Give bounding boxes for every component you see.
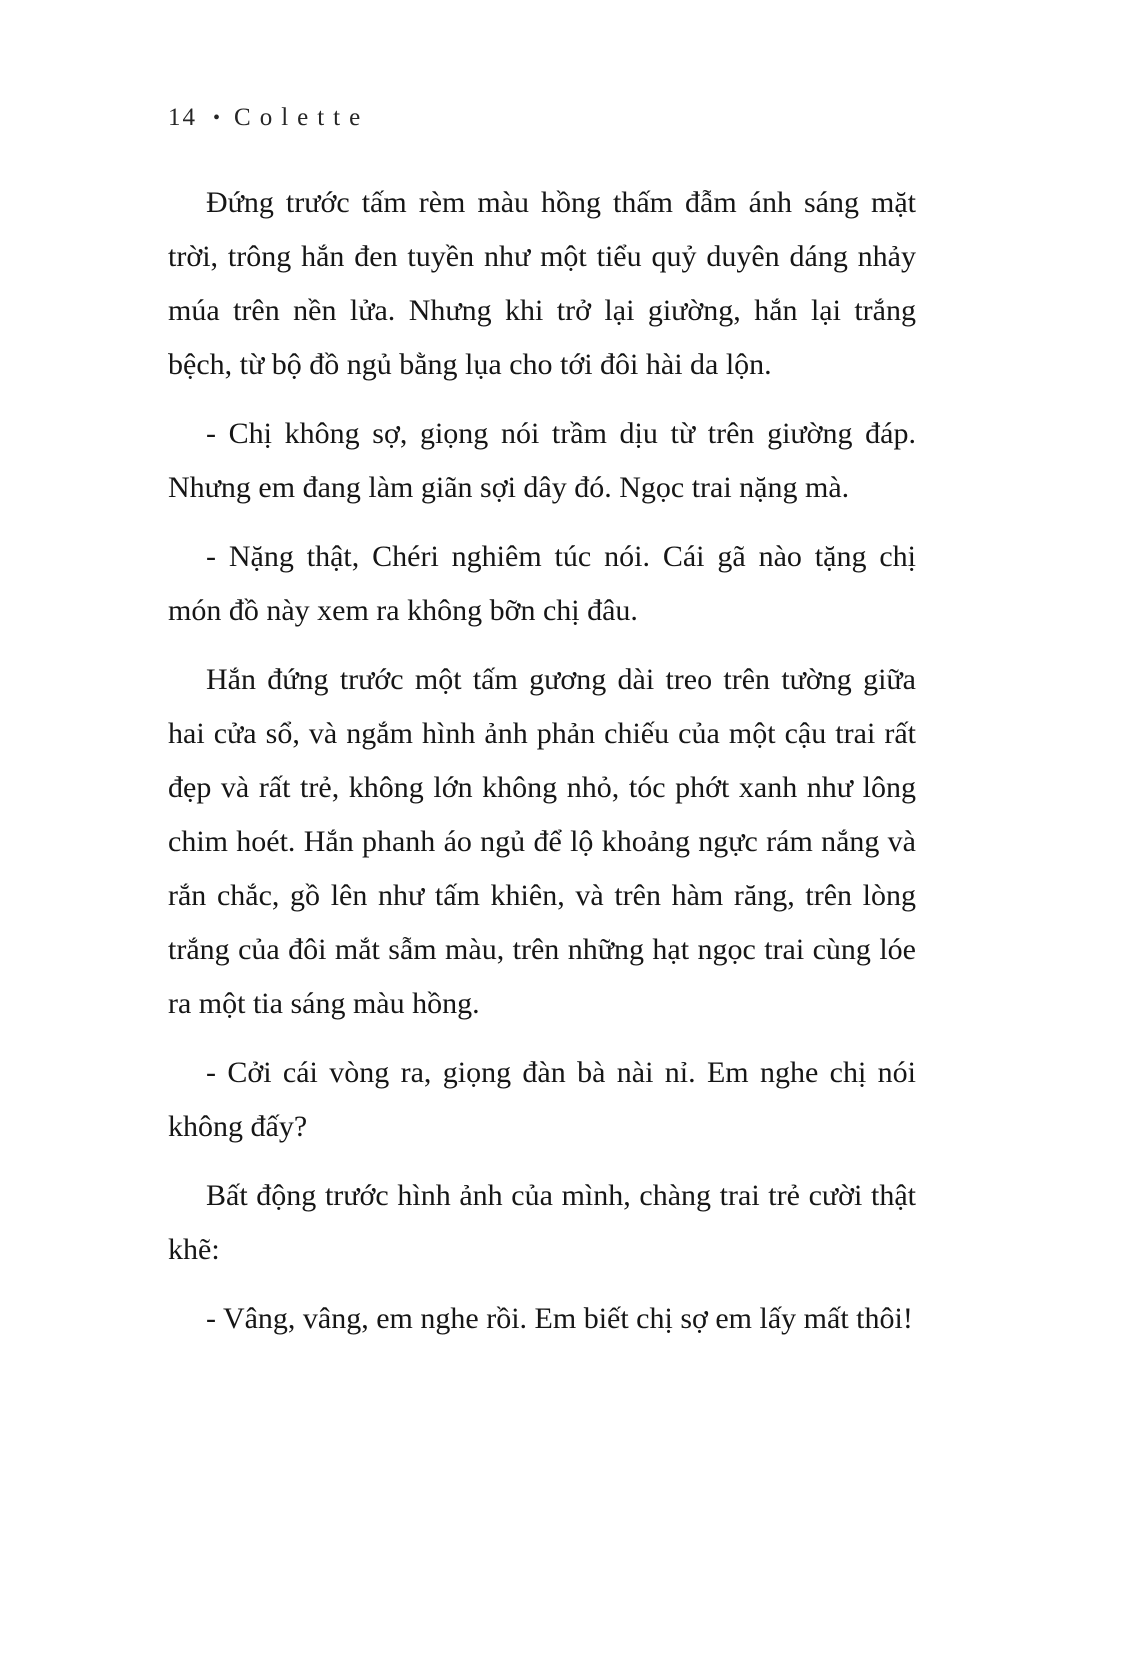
page-body	[168, 176, 916, 1346]
paragraph-3-dialogue: - Nặng thật, Chéri nghiêm túc nói. Cái gã nào tặng chị món đồ này xem ra không bỡn chị đâu.	[168, 540, 916, 627]
header-separator-dot: •	[213, 107, 221, 129]
running-header	[168, 104, 369, 132]
paragraph-4: Hắn đứng trước một tấm gương dài treo trên tường giữa hai cửa sổ, và ngắm hình ảnh phản chiếu của một cậu trai rất đẹp và rất trẻ, không lớn không nhỏ, tóc phớt xanh như lông chim hoét. Hắn phanh áo ngủ để lộ khoảng ngực rám nắng và rắn chắc, gồ lên như tấm khiên, và trên hàm răng, trên lòng trắng của đôi mắt sẫm màu, trên những hạt ngọc trai cùng lóe ra một tia sáng màu hồng.	[168, 663, 916, 1020]
paragraph-1: Đứng trước tấm rèm màu hồng thấm đẫm ánh sáng mặt trời, trông hắn đen tuyền như một tiểu quỷ duyên dáng nhảy múa trên nền lửa. Nhưng khi trở lại giường, hắn lại trắng bệch, từ bộ đồ ngủ bằng lụa cho tới đôi hài da lộn.	[168, 186, 916, 381]
running-title: Colette	[234, 104, 370, 131]
paragraph-2-dialogue: - Chị không sợ, giọng nói trầm dịu từ trên giường đáp. Nhưng em đang làm giãn sợi dây đó. Ngọc trai nặng mà.	[168, 417, 916, 504]
paragraph-7-dialogue: - Vâng, vâng, em nghe rồi. Em biết chị sợ em lấy mất thôi!	[206, 1302, 913, 1335]
page-number: 14	[168, 104, 197, 131]
paragraph-6: Bất động trước hình ảnh của mình, chàng trai trẻ cười thật khẽ:	[168, 1179, 916, 1266]
paragraph-5-dialogue: - Cởi cái vòng ra, giọng đàn bà nài nỉ. Em nghe chị nói không đấy?	[168, 1056, 916, 1143]
